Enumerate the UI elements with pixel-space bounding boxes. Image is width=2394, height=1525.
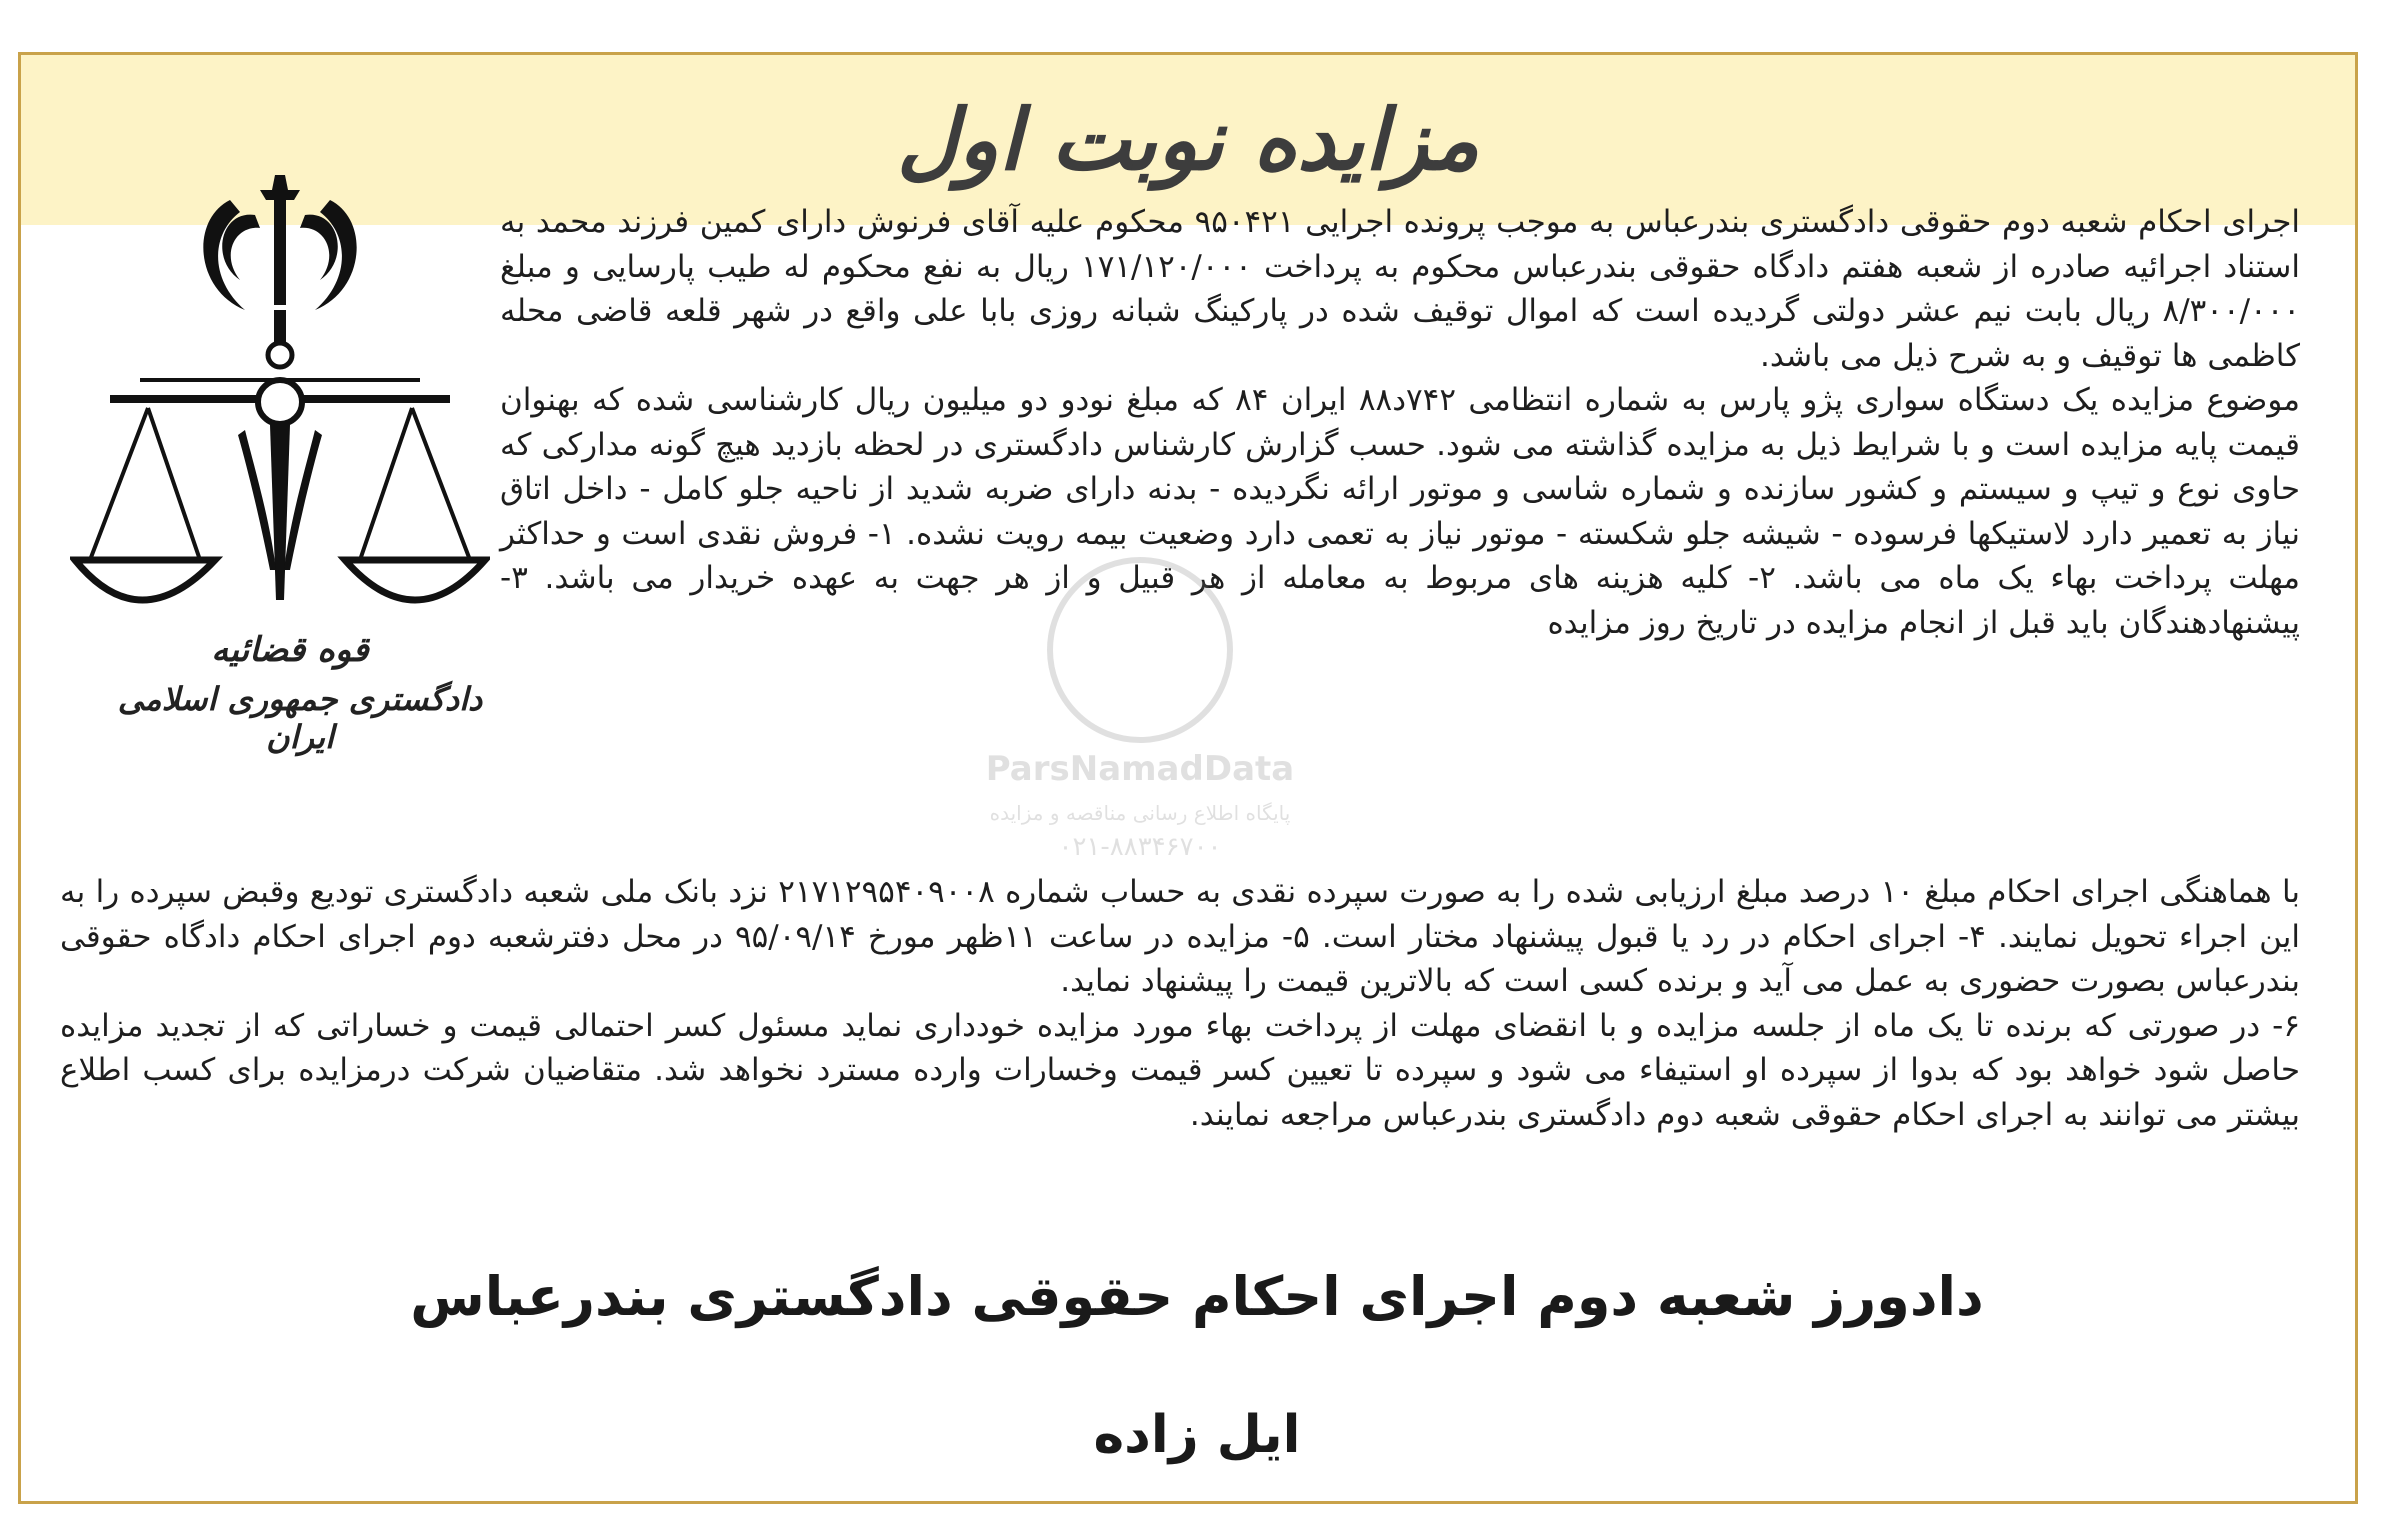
- signature-title: دادورز شعبه دوم اجرای احکام حقوقی دادگستری بندرعباس: [410, 1265, 1984, 1328]
- notice-body-bottom: [60, 870, 2300, 1137]
- organization-subtitle: دادگستری جمهوری اسلامی ایران: [117, 680, 483, 756]
- notice-title: مزایده نوبت اول: [896, 90, 1480, 189]
- judiciary-emblem-icon: [70, 140, 490, 700]
- watermark-logo: [960, 540, 1320, 870]
- watermark-phone: ۰۲۱-۸۸۳۴۶۷۰۰: [1058, 832, 1222, 862]
- notice-body-top: [500, 200, 2300, 645]
- paragraph-penalty: ۶- در صورتی که برنده تا یک ماه از جلسه مزایده و با انقضای مهلت از پرداخت بهاء مورد مزایده خودداری نماید مسئول کسر احتمالی قیمت و خساراتی که از تجدید مزایده حاصل شود خواهد بود که بدوا از سپرده او استیفاء می شود و سپرده تا تعیین کسر قیمت وخسارات وارده مسترد نخواهد شد. متقاضیان شرکت درمزایده برای کسب اطلاع بیشتر می توانند به اجرای احکام حقوقی شعبه دوم دادگستری بندرعباس مراجعه نمایند.: [60, 1007, 2300, 1133]
- watermark-tagline: پایگاه اطلاع رسانی مناقصه و مزایده: [989, 801, 1291, 825]
- paragraph-conditions: با هماهنگی اجرای احکام مبلغ ۱۰ درصد مبلغ ارزیابی شده را به صورت سپرده نقدی به حساب شماره ۲۱۷۱۲۹۵۴۰۹۰۰۸ نزد بانک ملی شعبه دادگستری تودیع وقبض سپرده را به این اجراء تحویل نمایند. ۴- اجرای احکام در رد یا قبول پیشنهاد مختار است. ۵- مزایده در ساعت ۱۱ظهر مورخ ۹۵/۰۹/۱۴ در محل دفترشعبه دوم اجرای احکام دادگاه حقوقی بندرعباس بصورت حضوری به عمل می آید و برنده کسی است که بالاترین قیمت را پیشنهاد نماید.: [60, 874, 2301, 999]
- watermark-brand: ParsNamadData: [985, 749, 1295, 789]
- paragraph-subject: موضوع مزایده یک دستگاه سواری پژو پارس به شماره انتظامی ۷۴۲د۸۸ ایران ۸۴ که مبلغ نودو دو میلیون ریال کارشناسی شده که بهنوان قیمت پایه مزایده است و با شرایط ذیل به مزایده گذاشته می شود. حسب گزارش کارشناس دادگستری در لحظه بازدید هیچ گونه مدارکی که حاوی نوع و تیپ و سیستم و کشور سازنده و شماره شاسی و موتور ارائه نگردیده - بدنه دارای ضربه شدید از ناحیه جلو کامل - داخل اتاق نیاز به تعمیر دارد لاستیکها فرسوده - شیشه جلو شکسته - موتور نیاز به تعمی دارد وضعیت بیمه رویت نشده. ۱- فروش نقدی است و حداکثر مهلت پرداخت بهاء یک ماه می باشد. ۲- کلیه هزینه های مربوط به معامله از هر قبیل و از هر جهت به عهده خریدار می باشد. ۳- پیشنهادهندگان باید قبل از انجام مزایده در تاریخ روز مزایده: [500, 382, 2300, 641]
- paragraph-case: اجرای احکام شعبه دوم حقوقی دادگستری بندرعباس به موجب پرونده اجرایی ۹۵۰۴۲۱ محکوم علیه آقای فرنوش دارای کمین فرزند محمد به استناد اجرائیه صادره از شعبه هفتم دادگاه حقوقی بندرعباس محکوم به پرداخت ۱۷۱/۱۲۰/۰۰۰ ریال به نفع محکوم له طیب پارسایی و مبلغ ۸/۳۰۰/۰۰۰ ریال بابت نیم عشر دولتی گردیده است که اموال توقیف شده در پارکینگ شبانه روزی بابا علی واقع در شهر قلعه قاضی محله کاظمی ها توقیف و به شرح ذیل می باشد.: [500, 204, 2300, 374]
- organization-name: قوه قضائیه: [211, 630, 369, 670]
- signature-name: ایل زاده: [1093, 1405, 1301, 1465]
- scales-of-justice-icon: [70, 140, 490, 620]
